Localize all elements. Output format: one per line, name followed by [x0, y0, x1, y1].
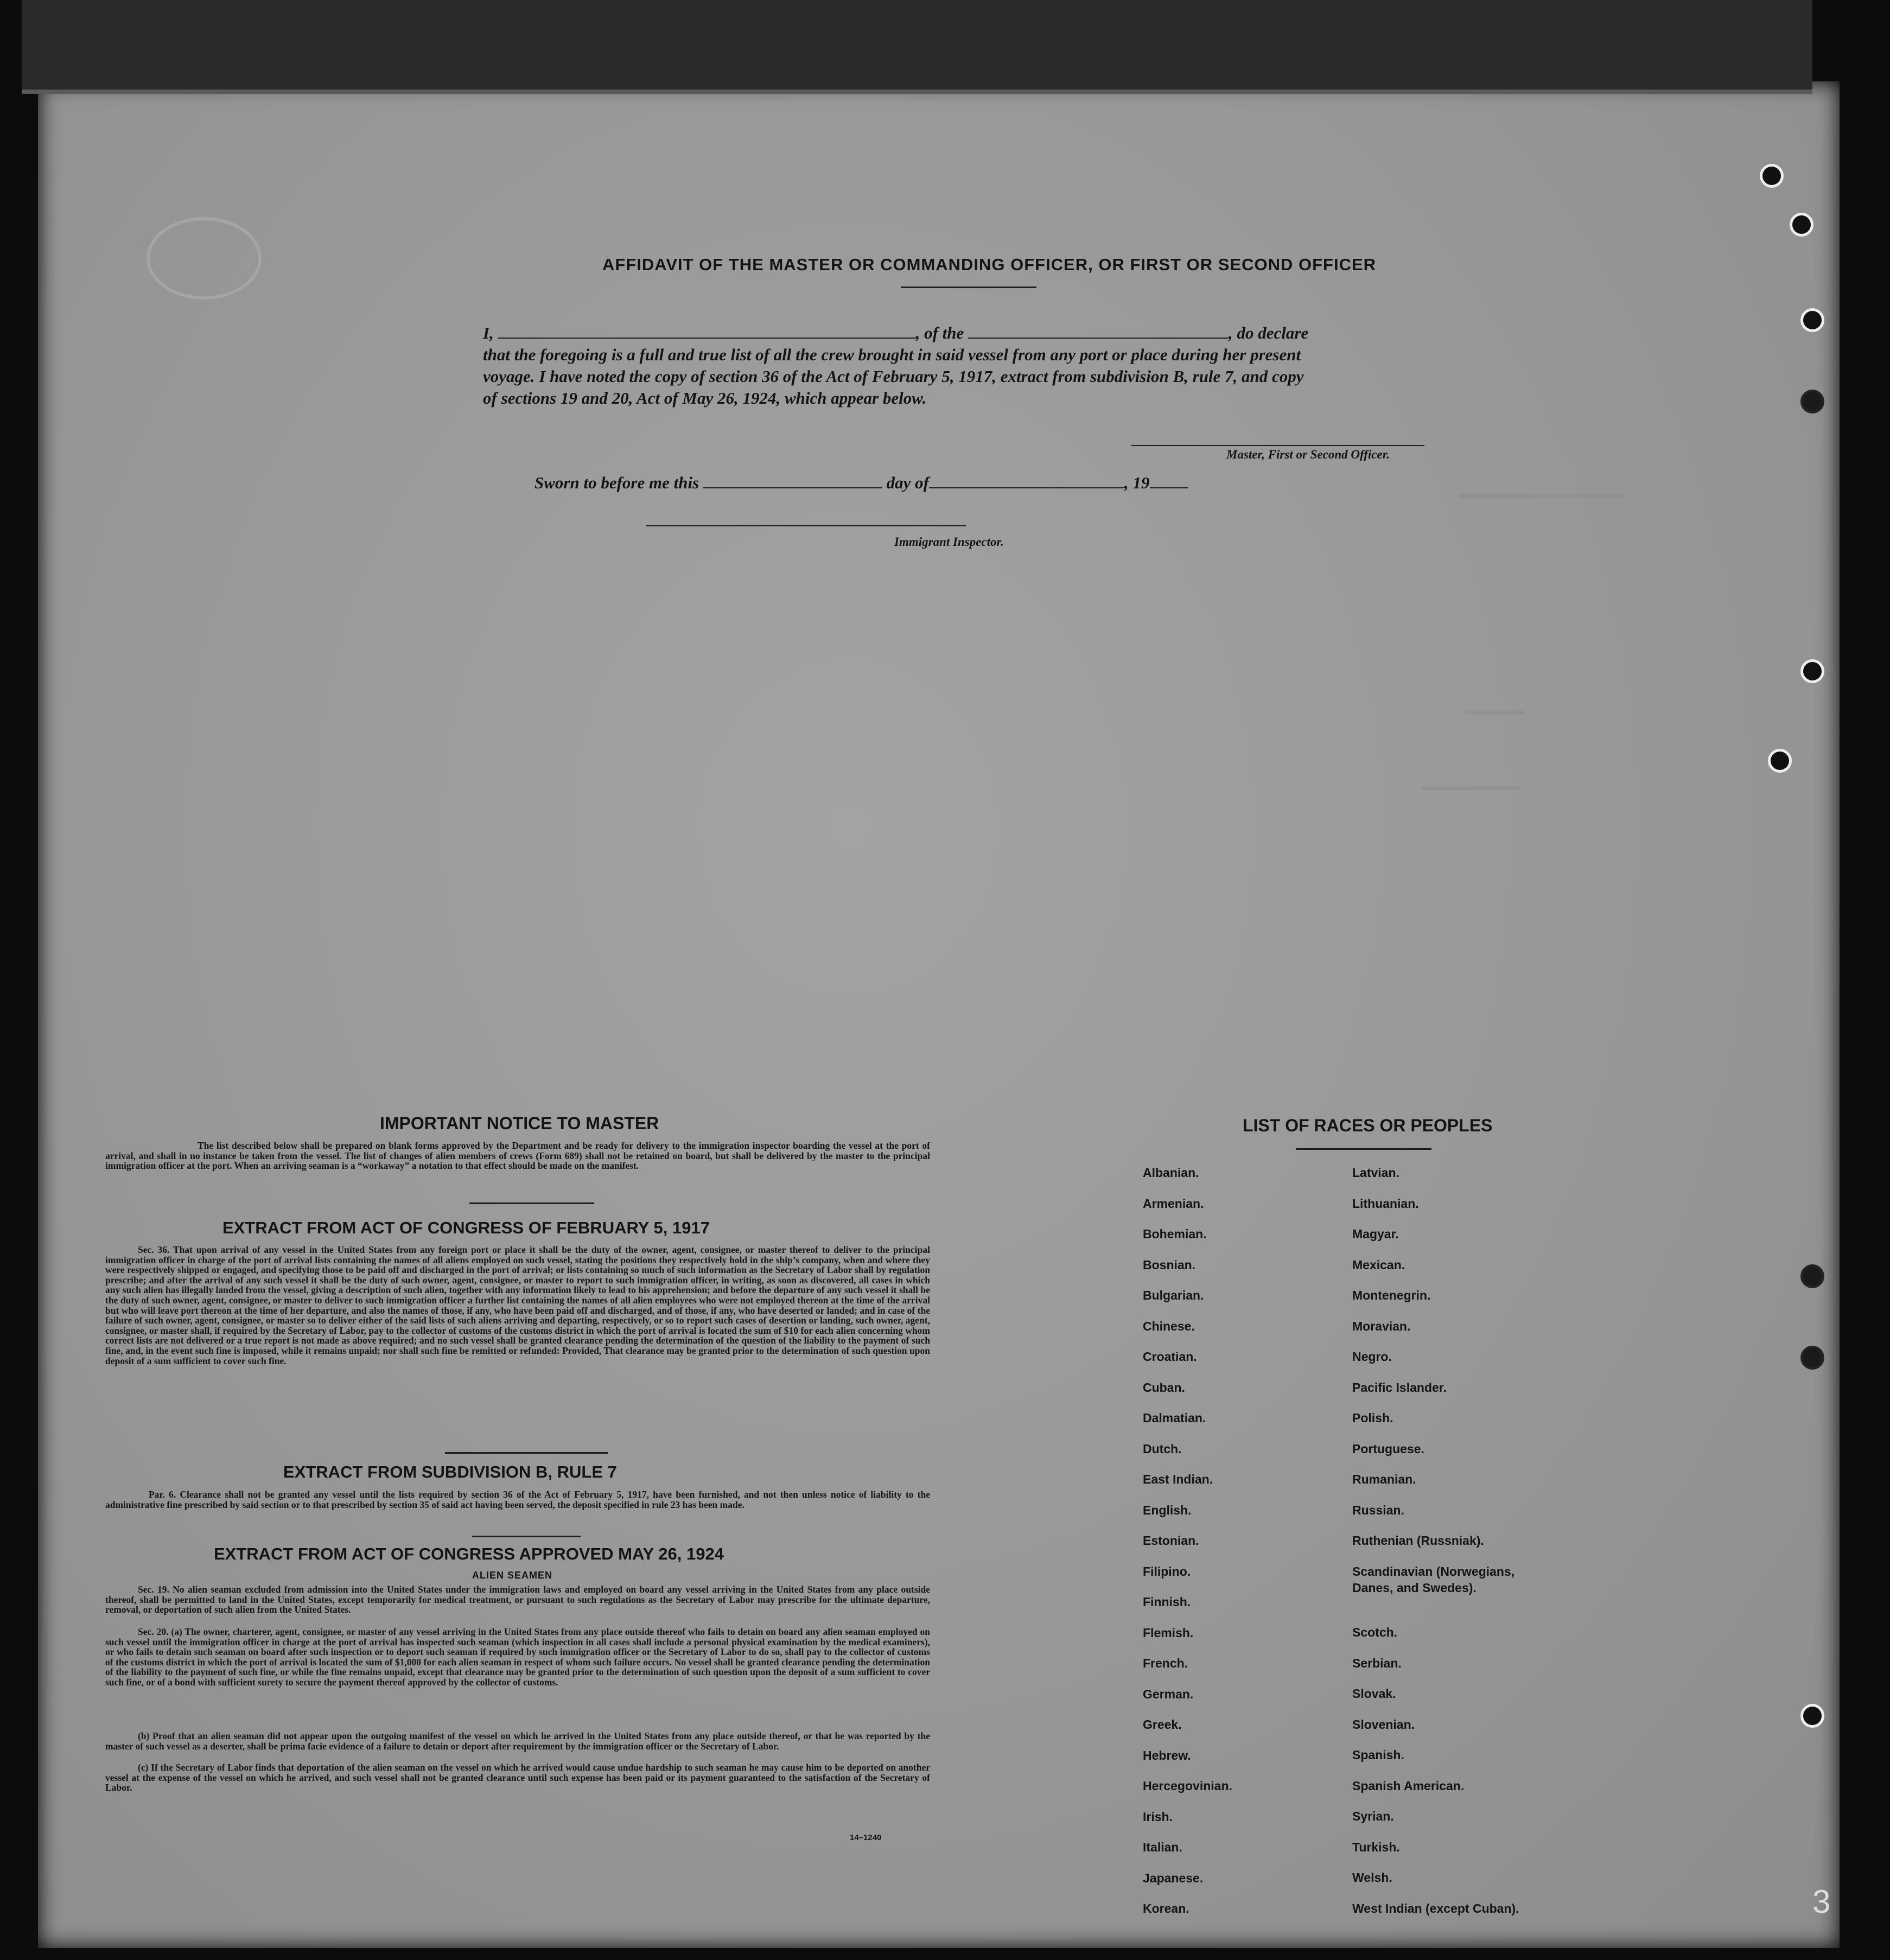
sworn-month-blank [929, 472, 1124, 488]
race-item: Turkish. [1352, 1840, 1400, 1854]
race-item: Negro. [1352, 1350, 1392, 1364]
race-item: West Indian (except Cuban). [1352, 1901, 1519, 1916]
race-item: Hebrew. [1143, 1748, 1191, 1762]
punch-hole [1760, 164, 1784, 188]
race-item: Hercegovinian. [1143, 1779, 1232, 1793]
bleed-through-mark [1460, 494, 1622, 498]
inspector-label: Immigrant Inspector. [894, 535, 1004, 549]
races-title: LIST OF RACES OR PEOPLES [1243, 1116, 1493, 1135]
race-item: Serbian. [1352, 1656, 1402, 1670]
extract-1924-title: EXTRACT FROM ACT OF CONGRESS APPROVED MAY 26, 1924 [214, 1544, 724, 1563]
race-item: Albanian. [1143, 1166, 1199, 1180]
race-item: Greek. [1143, 1717, 1182, 1732]
races-title-underline [1296, 1148, 1431, 1150]
race-item: Danes, and Swedes). [1352, 1580, 1477, 1595]
race-item: Korean. [1143, 1901, 1189, 1916]
punch-hole [1768, 749, 1792, 773]
race-item: Portuguese. [1352, 1441, 1424, 1456]
race-item: Estonian. [1143, 1533, 1199, 1548]
form-number: 14–1240 [850, 1833, 882, 1842]
race-item: Armenian. [1143, 1196, 1204, 1211]
race-item: Ruthenian (Russniak). [1352, 1533, 1484, 1548]
race-item: Bosnian. [1143, 1257, 1196, 1272]
race-item: Bulgarian. [1143, 1288, 1204, 1302]
sworn-year-blank [1150, 472, 1188, 488]
sworn-text: Sworn to before me this [534, 473, 699, 492]
punch-hole [1800, 390, 1824, 413]
race-item: Dutch. [1143, 1441, 1182, 1456]
race-item: Japanese. [1143, 1870, 1204, 1885]
declaration-do-declare: , do declare [1229, 323, 1309, 342]
race-item: Welsh. [1352, 1870, 1392, 1885]
sworn-day-blank [703, 472, 882, 488]
race-item: Latvian. [1352, 1166, 1399, 1180]
declaration-line-3: voyage. I have noted the copy of section 36 of the Act of February 5, 1917, extract from subdivision B, rule 7, and copy [483, 367, 1304, 386]
race-item: Lithuanian. [1352, 1196, 1419, 1211]
title-underline [901, 287, 1036, 288]
race-item: Italian. [1143, 1840, 1182, 1854]
race-item: Pacific Islander. [1352, 1380, 1447, 1395]
top-overlap-strip [22, 0, 1812, 93]
punch-hole [1800, 659, 1824, 683]
notice-divider [469, 1202, 594, 1204]
declaration-line-2: that the foregoing is a full and true list of all the crew brought in said vessel from any port or place during her present [483, 345, 1301, 364]
name-blank [498, 322, 916, 339]
extract-1924-sec19: Sec. 19. No alien seaman excluded from admission into the United States under the immigration laws and employed on board any vessel arriving in the United States from any place outside thereof, shall be permitted to land in the United States, except temporarily for medical treatment, or pursuant to such regulations as the Secretary of Labor may prescribe for the ultimate departure, removal, or deportation of such alien from the United States. [105, 1584, 930, 1615]
extract-1924-sec20a: Sec. 20. (a) The owner, charterer, agent, consignee, or master of any vessel arriving in the United States from any place outside thereof who fails to detain on board any alien seaman employed on such vessel until the immigration officer in charge at the port of arrival has inspected such seaman (which inspection in all cases shall include a personal physical examination by the medical examiners), or who fails to detain such seaman on board after such inspection or to deport such seaman if required by such immigration officer or the Secretary of Labor to do so, shall pay to the collector of customs of the customs district in which the port of arrival is located the sum of $1,000 for each alien seaman in respect of whom such failure occurs. No vessel shall be granted clearance pending the determination of the liability to the payment of such fine, or while the fine remains unpaid, except that clearance may be granted prior to the determination of such question upon the deposit of a sum sufficient to cover such fine, or of a bond with sufficient surety to secure the payment thereof approved by the collector of customs. [105, 1626, 930, 1688]
race-item: Magyar. [1352, 1227, 1399, 1241]
declaration-of-the: , of the [915, 323, 964, 342]
faded-seal [147, 217, 262, 300]
race-item: Irish. [1143, 1809, 1173, 1824]
race-item: French. [1143, 1656, 1188, 1670]
race-item: Syrian. [1352, 1809, 1394, 1823]
extract-rule7-title: EXTRACT FROM SUBDIVISION B, RULE 7 [283, 1462, 617, 1481]
race-item: Scotch. [1352, 1625, 1398, 1639]
race-item: Croatian. [1143, 1350, 1197, 1364]
extract-1917-text: Sec. 36. That upon arrival of any vessel in the United States from any foreign port or place it shall be the duty of the owner, agent, consignee, or master thereof to deliver to the principal immigration officer in charge of the port of arrival lists containing the names of all aliens employed on such vessel, stating the positions they respectively hold in the ship’s company, when and where they were respectively shipped or engaged, and specifying those to be paid off and discharged in the port of arrival; or lists containing so much of such information as the Secretary of Labor shall by regulation prescribe; and after the arrival of any such vessel it shall be the duty of such owner, agent, consignee, or master to report to such immigration officer, in writing, as soon as discovered, all cases in which any such alien has illegally landed from the vessel, giving a description of such alien, together with any information likely to lead to his apprehension; and before the departure of any such vessel it shall be the duty of such owner, agent, consignee, or master to deliver to such immigration officer a further list containing the names of all alien employees who were not employed thereon at the time of the arrival but who will leave port thereon at the time of her departure, and also the names of those, if any, who have been paid off and discharged, and of those, if any, who have deserted or landed; and in case of the failure of such owner, agent, consignee, or master so to deliver either of the said lists of such aliens arriving and departing, respectively, or so to report such cases of desertion or landing, such owner, agent, consignee, or master shall, if required by the Secretary of Labor, pay to the collector of customs of the customs district in which the port of arrival is located the sum of $10 for each alien concerning whom correct lists are not delivered or a true report is not made as above required; and no such vessel shall be granted clearance pending the determination of the question of the liability to the payment of such fine, and, in the event such fine is imposed, while it remains unpaid; nor shall such fine be remitted or refunded: Provided, That clearance may be granted prior to the determination of such question upon deposit of a sum sufficient to cover such fine. [105, 1244, 930, 1366]
sworn-line [534, 472, 1188, 493]
inspector-signature-line [646, 525, 966, 526]
race-item: Russian. [1352, 1503, 1404, 1517]
extract-1917-title: EXTRACT FROM ACT OF CONGRESS OF FEBRUARY 5, 1917 [222, 1218, 710, 1237]
punch-hole [1800, 1264, 1824, 1288]
bleed-through-mark [1422, 787, 1519, 790]
race-item: Slovenian. [1352, 1717, 1415, 1732]
document-page [38, 81, 1840, 1948]
punch-hole [1800, 1704, 1824, 1728]
race-item: Finnish. [1143, 1595, 1191, 1609]
race-item: Filipino. [1143, 1564, 1191, 1579]
race-item: Mexican. [1352, 1257, 1405, 1272]
vessel-blank [968, 322, 1229, 339]
race-item: English. [1143, 1503, 1192, 1517]
race-item: Chinese. [1143, 1319, 1195, 1333]
race-item: Slovak. [1352, 1687, 1396, 1701]
punch-hole [1790, 213, 1813, 237]
sworn-day-of: day of [886, 473, 929, 492]
master-signature-line [1131, 445, 1424, 446]
race-item: East Indian. [1143, 1472, 1213, 1486]
declaration-text [483, 322, 1503, 409]
race-item: Cuban. [1143, 1380, 1185, 1395]
race-item: Polish. [1352, 1411, 1393, 1425]
race-item: German. [1143, 1687, 1194, 1701]
extract-rule7-text: Par. 6. Clearance shall not be granted any vessel until the lists required by section 36 of the Act of February 5, 1917, have been furnished, and not then unless notice of liability to the administrative fine prescribed by said section or to that prescribed by section 35 of said act having been served, the deposit specified in rule 23 has been made. [105, 1489, 930, 1510]
sworn-year: , 19 [1124, 473, 1150, 492]
notice-text: The list described below shall be prepared on blank forms approved by the Department and be ready for delivery to the immigration inspector boarding the vessel at the port of arrival, and shall in no instance be taken from the vessel. The list of changes of alien members of crews (Form 689) shall not be retained on board, but shall be delivered by the master to the principal immigration officer at the port. When an arriving seaman is a “workaway” a notation to that effect should be made on the manifest. [105, 1140, 930, 1172]
race-item: Bohemian. [1143, 1227, 1207, 1241]
race-item: Dalmatian. [1143, 1411, 1206, 1425]
top-overlap-edge [22, 90, 1812, 94]
declaration-line-4: of sections 19 and 20, Act of May 26, 1924, which appear below. [483, 389, 927, 408]
extract-1924-subtitle: ALIEN SEAMEN [472, 1570, 553, 1581]
extract-1924-sec20b: (b) Proof that an alien seaman did not appear upon the outgoing manifest of the vessel on which he arrived in the United States from any place outside thereof, or that he was reported by the master of such vessel as a deserter, shall be prima facie evidence of a failure to detain or deport after requirement by the immigration officer or the Secretary of Labor. [105, 1730, 930, 1752]
extract-rule7-divider [472, 1536, 581, 1537]
declaration-line-1 [483, 322, 1503, 344]
notice-title: IMPORTANT NOTICE TO MASTER [380, 1113, 659, 1133]
extract-1924-sec20c: (c) If the Secretary of Labor finds that deportation of the alien seaman on the vessel on which he arrived would cause undue hardship to such seaman he may cause him to be deported on another vessel at the expense of the vessel on which he arrived, and such vessel shall not be granted clearance until such expense has been paid or its payment guaranteed to the satisfaction of the Secretary of Labor. [105, 1762, 930, 1793]
race-item: Scandinavian (Norwegians, [1352, 1564, 1515, 1579]
master-signature-label: Master, First or Second Officer. [1226, 448, 1390, 461]
page-number: 3 [1812, 1883, 1831, 1920]
punch-hole [1800, 308, 1824, 332]
declaration-i: I, [483, 323, 494, 342]
race-item: Montenegrin. [1352, 1288, 1431, 1302]
punch-hole [1800, 1346, 1824, 1370]
bleed-through-mark [1465, 711, 1525, 714]
race-item: Flemish. [1143, 1625, 1194, 1640]
race-item: Rumanian. [1352, 1472, 1416, 1486]
race-item: Spanish. [1352, 1748, 1404, 1762]
affidavit-title: AFFIDAVIT OF THE MASTER OR COMMANDING OFFICER, OR FIRST OR SECOND OFFICER [602, 255, 1377, 274]
race-item: Moravian. [1352, 1319, 1411, 1333]
extract-1917-divider [445, 1452, 608, 1454]
race-item: Spanish American. [1352, 1778, 1465, 1793]
